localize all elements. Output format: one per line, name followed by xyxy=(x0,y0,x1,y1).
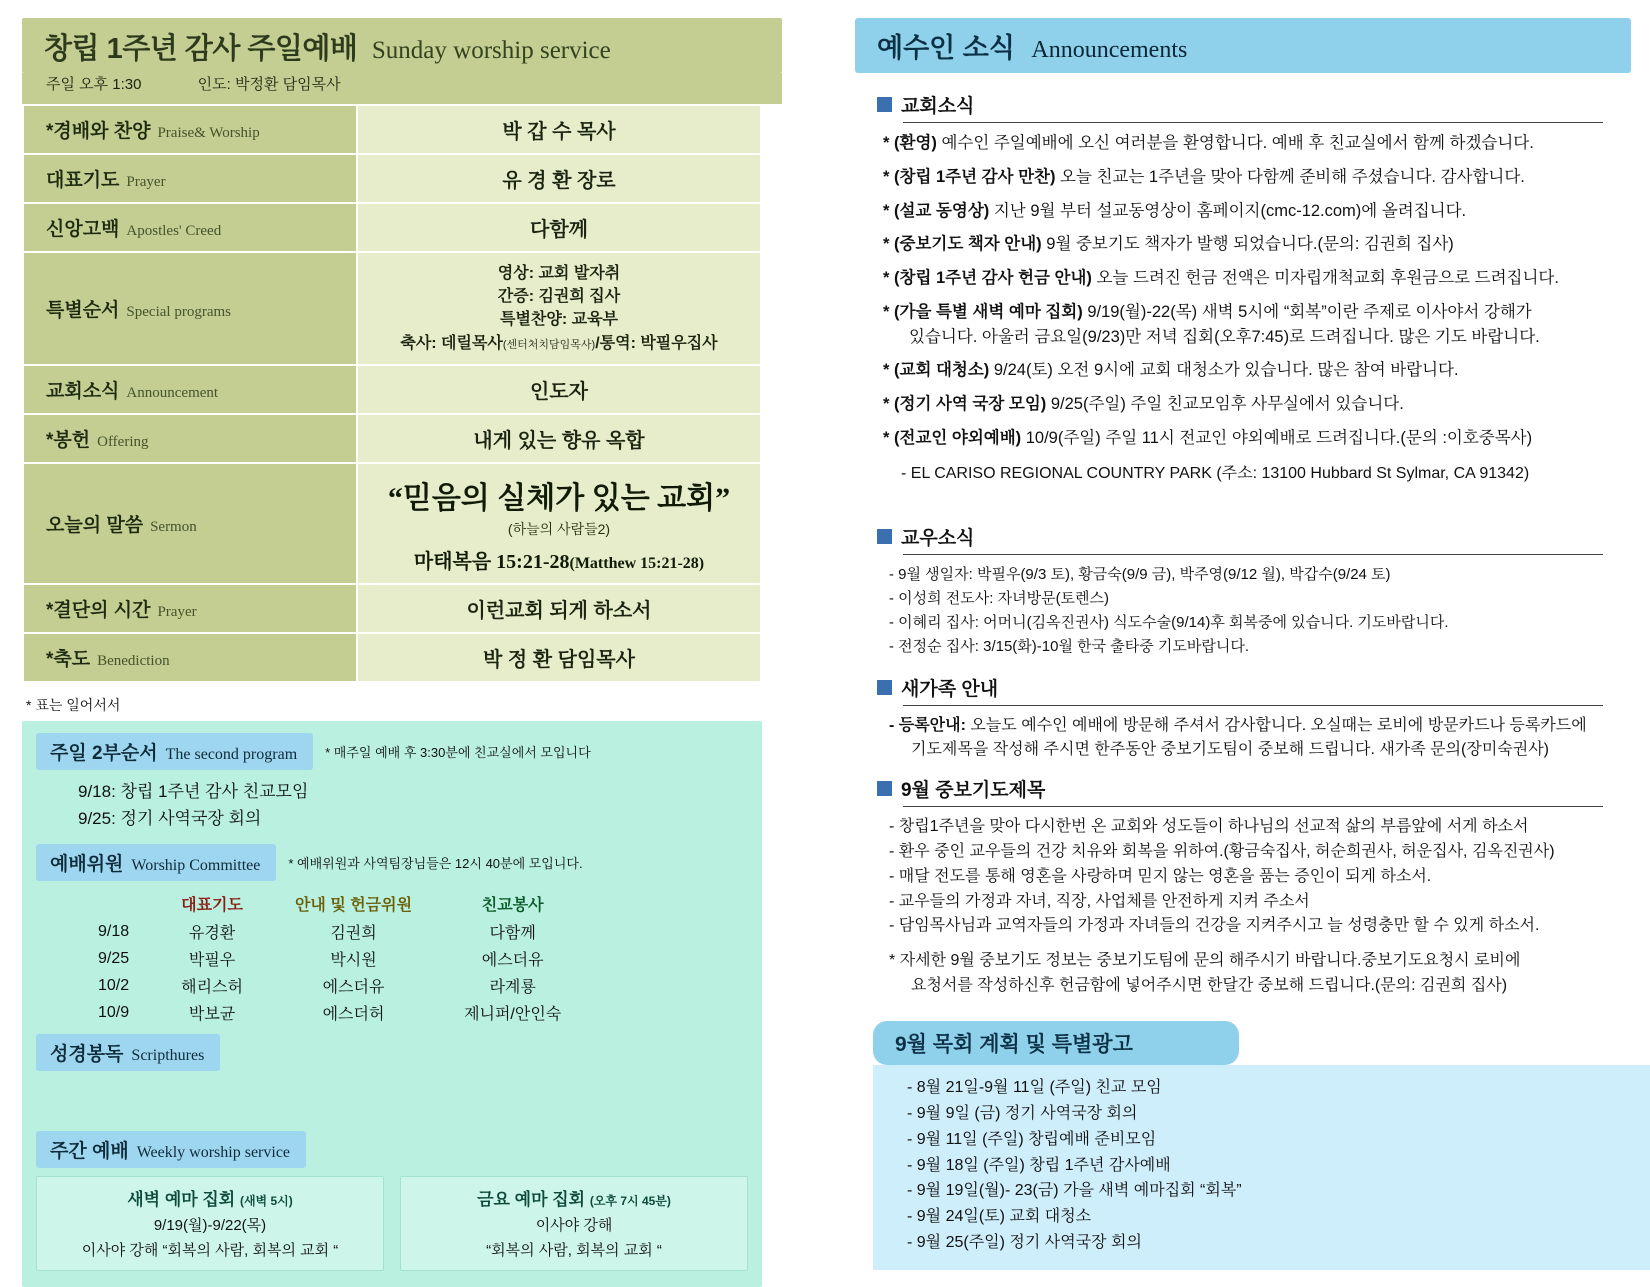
order-label xyxy=(23,105,357,154)
service-title-ko: 창립 1주년 감사 주일예배 xyxy=(44,33,358,65)
monthly-plan-header xyxy=(873,1021,1239,1065)
prayer-topics-list xyxy=(889,815,1607,939)
weekly-cards xyxy=(22,1170,762,1271)
new-family-body-cont: 기도제목을 작성해 주시면 한주동안 중보기도팀이 중보해 드립니다. 새가족 문의(장미숙권사) xyxy=(911,741,1549,759)
order-value: 이런교회 되게 하소서 xyxy=(357,584,761,633)
table-row xyxy=(23,154,761,203)
second-program-pill xyxy=(36,733,313,770)
second-program-note: * 매주일 예배 후 3:30분에 친교실에서 모입니다 xyxy=(325,744,591,760)
new-family-label: 새가족 안내 xyxy=(901,678,999,700)
announcements-title-ko: 예수인 소식 xyxy=(877,33,1015,63)
order-label-ko: 오늘의 말씀 xyxy=(46,514,144,536)
sermon-reference xyxy=(364,545,754,574)
announcement-tag: * (창립 1주년 감사 만찬) xyxy=(883,167,1056,186)
sermon-subtitle: (하늘의 사람들2) xyxy=(507,520,611,537)
list-item: - 이성희 전도사: 자녀방문(토렌스) xyxy=(889,589,1110,607)
scriptures-title-ko: 성경봉독 xyxy=(50,1044,124,1066)
monthly-plan-box xyxy=(873,1065,1650,1270)
cell-prayer: 박보균 xyxy=(188,1006,236,1024)
list-item: - 매달 전도를 통해 영혼을 사랑하며 믿지 않는 영혼을 품는 증인이 되게 하소서. xyxy=(889,867,1432,885)
cell-prayer: 유경환 xyxy=(188,925,236,943)
col-offering: 안내 및 헌금위원 xyxy=(294,897,413,915)
col-date xyxy=(88,889,155,918)
park-address-line: - EL CARISO REGIONAL COUNTRY PARK (주소: 13100 Hubbard St Sylmar, CA 91342) xyxy=(901,464,1530,482)
weekly-card-dawn xyxy=(36,1176,384,1271)
order-label-en: Apostles' Creed xyxy=(126,223,222,239)
announcement-item xyxy=(883,300,1607,350)
committee-note: * 예배위원과 사역팀장님들은 12시 40분에 모입니다. xyxy=(288,856,583,872)
weekly-card-title-time: (오후 7시 45분) xyxy=(589,1194,671,1209)
prayer-topics-label: 9월 중보기도제목 xyxy=(901,780,1046,802)
order-label xyxy=(23,633,357,682)
new-family-tag: - 등록안내: xyxy=(889,716,966,734)
new-family-text xyxy=(889,714,1607,764)
special-last-tail: /통역: 박필우집사 xyxy=(595,334,718,352)
sermon-value xyxy=(357,463,761,584)
weekly-title-ko: 주간 예배 xyxy=(50,1141,129,1163)
order-label-ko: *결단의 시간 xyxy=(46,599,151,621)
order-value: 박 정 환 담임목사 xyxy=(357,633,761,682)
prayer-note xyxy=(889,949,1607,999)
weekly-header xyxy=(22,1127,762,1170)
announcement-text: 오늘 드려진 헌금 전액은 미자립개척교회 후원금으로 드려집니다. xyxy=(1091,269,1559,287)
announcement-item xyxy=(883,199,1607,224)
list-item: - 9월 25(주일) 정기 사역국장 회의 xyxy=(907,1234,1142,1252)
weekly-card-line2: “회복의 사람, 회복의 교회 “ xyxy=(486,1242,662,1260)
list-item: 9/25: 정기 사역국장 회의 xyxy=(78,808,262,828)
order-label-en: Praise& Worship xyxy=(157,125,260,141)
weekly-card-line1: 9/19(월)-9/22(목) xyxy=(153,1217,267,1235)
order-value: 인도자 xyxy=(357,365,761,414)
order-value: 박 갑 수 목사 xyxy=(357,105,761,154)
special-line: 영상: 교회 발자취 xyxy=(497,265,621,282)
order-label-ko: 대표기도 xyxy=(46,170,120,191)
left-column xyxy=(22,18,782,1287)
weekly-card-line2: 이사야 강해 “회복의 사람, 회복의 교회 “ xyxy=(81,1242,339,1260)
table-row-sermon xyxy=(23,463,761,584)
special-line-last xyxy=(364,332,754,355)
order-label-ko: *봉헌 xyxy=(46,429,91,451)
weekly-card-friday xyxy=(400,1176,748,1271)
member-news-heading xyxy=(877,523,1625,550)
scriptures-title-en: Scripthures xyxy=(131,1047,205,1065)
order-value: 유 경 환 장로 xyxy=(357,154,761,203)
square-bullet-icon xyxy=(877,529,892,544)
cell-fellowship: 다함께 xyxy=(489,925,536,943)
list-item: - 전정순 집사: 3/15(화)-10월 한국 출타중 기도바랍니다. xyxy=(889,638,1250,656)
order-label xyxy=(23,584,357,633)
cell-prayer: 해리스허 xyxy=(181,979,243,997)
list-item: - 환우 중인 교우들의 건강 치유와 회복을 위하여.(황금숙집사, 허순희권사, 허운집사, 김옥진권사) xyxy=(889,843,1555,861)
weekly-card-title-main: 새벽 예마 집회 xyxy=(127,1190,236,1210)
cell-fellowship: 라계룡 xyxy=(489,979,536,997)
weekly-card-line1: 이사야 강해 xyxy=(535,1217,613,1235)
cell-offering: 에스더유 xyxy=(322,979,385,997)
new-family-body: 오늘도 예수인 예배에 방문해 주셔서 감사합니다. 오실때는 로비에 방문카드나 등록카드에 xyxy=(965,716,1587,734)
announcement-item xyxy=(883,426,1607,451)
order-label-en: Prayer xyxy=(157,603,197,620)
announcements-title-en: Announcements xyxy=(1031,37,1188,63)
col-prayer: 대표기도 xyxy=(181,897,243,915)
weekly-card-title-main: 금요 예마 집회 xyxy=(477,1190,586,1210)
list-item: - 9월 18일 (주일) 창립 1주년 감사예배 xyxy=(907,1156,1171,1174)
list-item: - 이혜리 집사: 어머니(김옥진권사) 식도수술(9/14)후 회복중에 있습니다. 기도바랍니다. xyxy=(889,614,1449,632)
second-section-panel xyxy=(22,721,762,1287)
sermon-title: “믿음의 실체가 있는 교회” xyxy=(387,481,731,515)
table-row-special xyxy=(23,252,761,365)
order-label-ko: 특별순서 xyxy=(46,299,120,321)
committee-header xyxy=(22,840,762,883)
table-row xyxy=(88,972,587,999)
order-value: 다함께 xyxy=(357,203,761,252)
announcement-text: 예수인 주일예배에 오신 여러분을 환영합니다. 예배 후 친교실에서 함께 하겠습니다. xyxy=(936,134,1534,152)
table-row xyxy=(23,365,761,414)
church-news-label: 교회소식 xyxy=(901,96,975,117)
special-programs-value xyxy=(357,252,761,365)
list-item: - 교우들의 가정과 자녀, 직장, 사업체를 안전하게 지켜 주소서 xyxy=(889,892,1310,910)
service-subheader xyxy=(22,73,782,104)
service-header xyxy=(22,18,782,73)
announcement-item xyxy=(883,165,1607,190)
order-label-en: Benediction xyxy=(97,652,170,669)
announcement-item xyxy=(883,131,1607,156)
scriptures-empty-area xyxy=(22,1073,762,1127)
list-item xyxy=(889,714,1607,764)
church-news-heading xyxy=(877,91,1625,118)
second-program-header xyxy=(22,729,762,772)
scriptures-pill xyxy=(36,1034,220,1071)
table-row xyxy=(23,584,761,633)
committee-pill xyxy=(36,844,276,881)
announcement-text: 9월 중보기도 책자가 발행 되었습니다.(문의: 김권희 집사) xyxy=(1041,235,1454,254)
cell-offering: 김권희 xyxy=(330,925,377,943)
list-item: 9/18: 창립 1주년 감사 친교모임 xyxy=(78,781,309,801)
order-label-ko: *경배와 찬양 xyxy=(46,121,151,142)
announcement-tag: * (환영) xyxy=(883,134,937,152)
square-bullet-icon xyxy=(877,680,892,695)
divider xyxy=(903,122,1603,123)
list-item xyxy=(889,949,1607,999)
committee-title-ko: 예배위원 xyxy=(50,854,124,876)
divider xyxy=(903,705,1603,706)
list-item: - 담임목사님과 교역자들의 가정과 자녀들의 건강을 지켜주시고 늘 성령충만 할 수 있게 하소서. xyxy=(889,917,1540,935)
service-leader: 인도: 박정환 담임목사 xyxy=(197,76,341,93)
order-label xyxy=(23,154,357,203)
cell-fellowship: 제니퍼/안인숙 xyxy=(464,1006,562,1024)
announcement-tag: * (가을 특별 새벽 예마 집회) xyxy=(883,302,1083,321)
cell-date: 9/25 xyxy=(98,949,130,967)
member-news-label: 교우소식 xyxy=(901,527,975,549)
order-label xyxy=(23,252,357,365)
table-row xyxy=(88,999,587,1026)
sermon-ref-ko: 마태복음 15:21-28 xyxy=(413,550,570,573)
order-label-en: Announcement xyxy=(126,384,219,401)
list-item: - 9월 9일 (금) 정기 사역국장 회의 xyxy=(907,1104,1138,1122)
announcement-text-cont: 있습니다. 아울러 금요일(9/23)만 저녁 집회(오후7:45)로 드려집니다. 많은 기도 바랍니다. xyxy=(909,327,1540,346)
square-bullet-icon xyxy=(877,781,892,796)
special-last-main: 축사: 데릴목사 xyxy=(400,334,503,352)
col-fellowship: 친교봉사 xyxy=(481,897,544,915)
announcement-text: 지난 9월 부터 설교동영상이 홈페이지(cmc-12.com)에 올려집니다. xyxy=(989,201,1467,220)
announcement-tag: * (창립 1주년 감사 헌금 안내) xyxy=(883,269,1092,287)
announcement-text: 9/25(주일) 주일 친교모임후 사무실에서 있습니다. xyxy=(1046,395,1404,413)
order-value: 내게 있는 향유 옥합 xyxy=(357,414,761,463)
square-bullet-icon xyxy=(877,97,892,112)
order-label xyxy=(23,414,357,463)
second-program-lines xyxy=(22,772,762,840)
announcement-item xyxy=(883,392,1607,417)
list-item: - 9월 24일(토) 교회 대청소 xyxy=(907,1208,1092,1226)
announcement-text: 10/9(주일) 주일 11시 전교인 야외예배로 드려집니다.(문의 :이호중목사) xyxy=(1021,428,1533,447)
announcement-tag: * (설교 동영상) xyxy=(883,201,990,220)
order-label-ko: 교회소식 xyxy=(46,380,120,402)
service-time: 주일 오후 1:30 xyxy=(46,76,142,93)
announcement-item xyxy=(883,266,1607,291)
special-line: 특별찬양: 교육부 xyxy=(500,311,618,329)
announcement-tag: * (중보기도 책자 안내) xyxy=(883,235,1042,254)
table-row xyxy=(23,414,761,463)
member-news-list xyxy=(889,563,1607,660)
weekly-card-title xyxy=(43,1185,377,1210)
order-label xyxy=(23,463,357,584)
order-label-ko: *축도 xyxy=(46,648,91,670)
table-row xyxy=(23,633,761,682)
divider xyxy=(903,806,1603,807)
weekly-pill xyxy=(36,1131,306,1168)
monthly-plan-title: 9월 목회 계획 및 특별광고 xyxy=(895,1032,1133,1056)
cell-offering: 에스더허 xyxy=(322,1006,385,1024)
service-title-en: Sunday worship service xyxy=(371,37,611,64)
announcement-item xyxy=(883,232,1607,257)
cell-date: 10/2 xyxy=(98,976,130,994)
announcement-text: 오늘 친교는 1주년을 맞아 다함께 준비해 주셨습니다. 감사합니다. xyxy=(1055,167,1525,186)
order-label-en: Offering xyxy=(97,433,149,450)
list-item: - 9월 19일(월)- 23(금) 가을 새벽 예마집회 “회복” xyxy=(907,1182,1242,1200)
special-last-note: (센터처치담임목사) xyxy=(502,338,596,351)
announcement-tag: * (정기 사역 국장 모임) xyxy=(883,395,1047,413)
cell-fellowship: 에스더유 xyxy=(481,952,544,970)
announcement-tag: * (교회 대청소) xyxy=(883,361,990,380)
scriptures-header xyxy=(22,1030,762,1073)
committee-title-en: Worship Committee xyxy=(131,857,261,875)
table-row xyxy=(88,945,587,972)
list-item: - 9월 생일자: 박필우(9/3 토), 황금숙(9/9 금), 박주영(9/12 월), 박갑수(9/24 토) xyxy=(889,565,1391,583)
prayer-topics-heading xyxy=(877,775,1625,802)
announcement-text: 9/19(월)-22(목) 새벽 5시에 “회복”이란 주제로 이사야서 강해가 xyxy=(1082,302,1532,321)
weekly-card-title-time: (새벽 5시) xyxy=(239,1194,293,1209)
special-line: 간증: 김권희 집사 xyxy=(497,288,621,306)
table-row xyxy=(88,918,587,945)
order-label-en: Sermon xyxy=(150,518,197,535)
order-label-en: Special programs xyxy=(126,303,231,320)
weekly-title-en: Weekly worship service xyxy=(136,1144,291,1162)
new-family-heading xyxy=(877,674,1625,701)
cell-prayer: 박필우 xyxy=(188,952,236,970)
announcement-item xyxy=(883,358,1607,383)
table-row xyxy=(23,203,761,252)
announcements-header xyxy=(855,18,1631,73)
right-column xyxy=(855,18,1625,1270)
cell-offering: 박시원 xyxy=(330,952,377,970)
order-label xyxy=(23,203,357,252)
order-of-worship-table xyxy=(22,104,762,683)
list-item: - 창립1주년을 맞아 다시한번 온 교회와 성도들이 하나님의 선교적 삶의 부름앞에 서게 하소서 xyxy=(889,818,1529,836)
order-label-en: Prayer xyxy=(126,174,166,190)
second-program-title-en: The second program xyxy=(165,745,298,763)
list-item: - 8월 21일-9월 11일 (주일) 친교 모임 xyxy=(907,1078,1162,1096)
weekly-card-title xyxy=(407,1185,741,1210)
cell-date: 10/9 xyxy=(98,1003,130,1021)
cell-date: 9/18 xyxy=(98,922,130,940)
table-row xyxy=(23,105,761,154)
prayer-note-text: * 자세한 9월 중보기도 정보는 중보기도팀에 문의 해주시기 바랍니다.중보기도요청시 로비에 xyxy=(889,952,1521,970)
order-label-ko: 신앙고백 xyxy=(46,219,120,240)
prayer-note-text-cont: 요청서를 작성하신후 헌금함에 넣어주시면 한달간 중보해 드립니다.(문의: 김권희 집사) xyxy=(911,977,1508,995)
announcement-text: 9/24(토) 오전 9시에 교회 대청소가 있습니다. 많은 참여 바랍니다. xyxy=(989,361,1459,380)
standing-footnote: * 표는 일어서서 xyxy=(26,696,121,713)
table-header-row xyxy=(88,889,587,918)
sermon-ref-en: (Matthew 15:21-28) xyxy=(569,554,705,572)
second-program-title-ko: 주일 2부순서 xyxy=(50,742,158,764)
order-label xyxy=(23,365,357,414)
announcement-tag: * (전교인 야외예배) xyxy=(883,428,1022,447)
list-item: - 9월 11일 (주일) 창립예배 준비모임 xyxy=(907,1130,1157,1148)
committee-table xyxy=(88,889,587,1026)
divider xyxy=(903,554,1603,555)
